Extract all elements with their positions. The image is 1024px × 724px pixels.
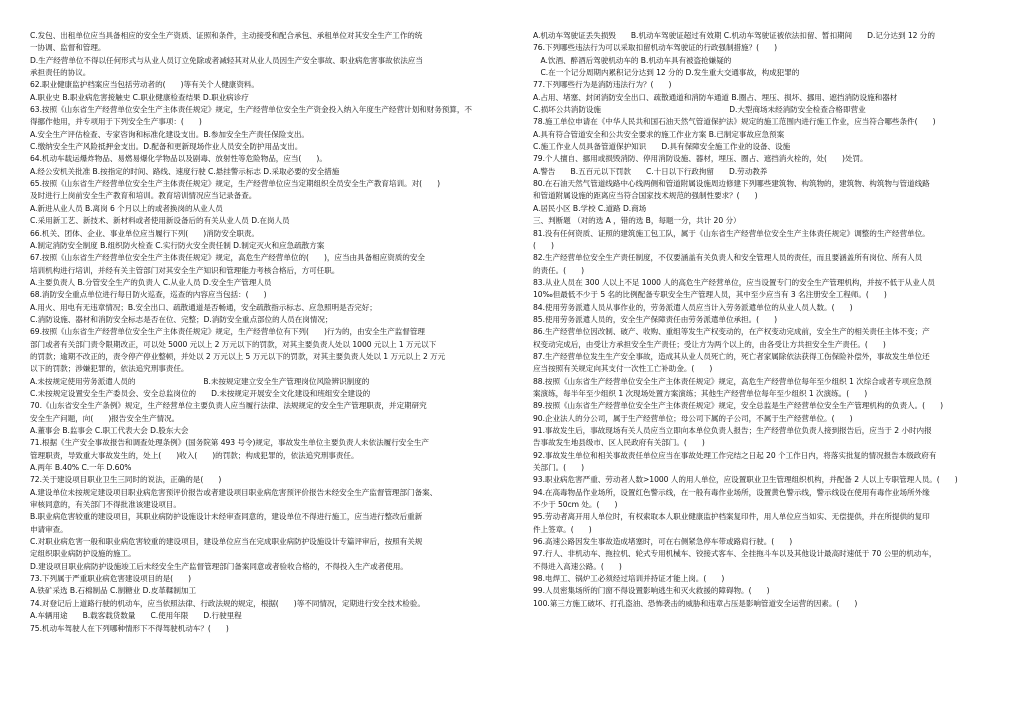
text-line: 73.下列属于严重职业病危害建设项目的是( ): [30, 574, 192, 584]
text-line: 86.生产经营单位因改制、破产、收购、重组等发生产权变动的，在产权变动完成前，安全生产的相关责任主体不变；产: [533, 327, 930, 337]
text-line: 关部门。( ): [533, 463, 585, 473]
text-line: 84.使用劳务派遣人员从事作业的，劳务派遣人员应当计入劳务派遣单位的从业人员人数。( ): [533, 302, 853, 312]
text-line: 94.在高毒物品作业场所，设置红色警示线，在一般有毒作业场所，设置黄色警示线，警示线设在使用有毒作业场所外缘: [533, 487, 930, 497]
text-line: 79.个人擅自、挪用或损毁消防、停用消防设施、器材，埋压、圈占、遮挡消火栓的，处( )处罚。: [533, 154, 868, 164]
text-line: 80.在石油天然气管道线路中心线两侧和管道附属设施周边修建下列哪些建筑物、构筑物的，建筑物、构筑物与管道线路: [533, 179, 930, 189]
text-line: 权变动完成后，由受让方承担安全生产责任；受让方为两个以上的，由各受让方共担安全生产责任。( ): [533, 339, 886, 349]
text-line: 培训机构进行培训，并经有关主管部门对其安全生产知识和管理能力考核合格后，方可任职。: [30, 265, 340, 275]
text-line: 69.按照《山东省生产经营单位安全生产主体责任规定》规定，生产经营单位有下列( )行为的，由安全生产监督管理: [30, 327, 425, 337]
text-line: 申请审查。: [30, 524, 68, 534]
text-line: A.未按规定使用劳务派遣人员的 B.未按规定建立安全生产管理岗位风险辨识制度的: [30, 376, 370, 386]
text-line: 83.从业人员在 300 人以上不足 1000 人的高危生产经营单位，应当设置专门的安全生产管理机构，并按不低于从业人员: [533, 277, 935, 287]
text-line: 管理职责，导致重大事故发生的，处上( )收入( )的罚款；构成犯罪的，依法追究刑事责任。: [30, 450, 359, 460]
text-line: A.制定消防安全制度 B.组织防火检查 C.实行防火安全责任制 D.制定灭火和应急疏散方案: [30, 240, 325, 250]
text-line: A.两年 B.40% C.一年 D.60%: [30, 463, 132, 473]
text-line: C.施工作业人员具备管道保护知识 D.具有保障安全施工作业的设备、设施: [533, 142, 791, 152]
text-line: A.用火、用电有无违章情况；B.安全出口、疏散通道是否畅通，安全疏散指示标志、应急照明是否完好；: [30, 302, 377, 312]
text-line: 92.事故发生单位和相关事故责任单位应当在事故处理工作完结之日起 20 个工作日内，将落实批复的情况报告本级政府有: [533, 450, 937, 460]
text-line: 87.生产经营单位发生生产安全事故，造成其从业人员死亡的，死亡者家属除依法获得工伤保险补偿外，事故发生单位还: [533, 351, 930, 361]
text-line: 65.按照《山东省生产经营单位安全生产主体责任规定》规定，生产经营单位应当定期组织全员安全生产教育培训。对( ): [30, 179, 441, 189]
text-line: 89.按照《山东省生产经营单位安全生产主体责任规定》规定，安全总监是生产经营单位安全生产管理机构的负责人。( ): [533, 401, 944, 411]
text-line: A.居民小区 B.学校 C.道路 D.商场: [533, 203, 647, 213]
text-line: 一协调、监督和管理。: [30, 43, 106, 53]
text-line: D.建设项目职业病防护设施竣工后未经安全生产监督管理部门备案同意或者验收合格的，不得投入生产或者使用。: [30, 561, 408, 571]
text-line: 98.电焊工、锅炉工必须经过培训并持证才能上岗。( ): [533, 574, 725, 584]
text-line: 90.企业法人的分公司，属于生产经营单位；母公司下属的子公司，不属于生产经营单位。( ): [533, 413, 853, 423]
text-line: A.铁矿采选 B.石棉制品 C.制糖业 D.皮革鞣制加工: [30, 586, 197, 596]
text-line: ( ): [533, 240, 554, 250]
text-line: C.在一个记分周期内累积记分达到 12 分的 D.发生重大交通事故，构成犯罪的: [533, 68, 800, 78]
text-line: A.新进从业人员 B.离岗 6 个月以上的或者换岗的从业人员: [30, 203, 223, 213]
text-line: 不少于 50cm 处。( ): [533, 500, 618, 510]
text-line: 66.机关、团体、企业、事业单位应当履行下列( )消防安全职责。: [30, 228, 259, 238]
text-line: 81.没有任何资质、证照的建筑施工包工队，属于《山东省生产经营单位安全生产主体责任规定》调整的生产经营单位。: [533, 228, 930, 238]
text-line: 的责任。( ): [533, 265, 585, 275]
text-line: A.职业史 B.职业病危害接触史 C.职业健康检查结果 D.职业病诊疗: [30, 92, 249, 102]
text-line: 100.第三方施工破坏、打孔盗油、恐怖袭击的威胁和违章占压是影响管道安全运营的因素。( ): [533, 598, 858, 608]
text-line: 安全生产问题，向( )报告安全生产情况。: [30, 413, 180, 423]
text-line: 件上签章。( ): [533, 524, 592, 534]
text-line: 应当按照有关规定向其支付一次性工亡补助金。( ): [533, 364, 713, 374]
text-line: 77.下列哪些行为是消防违法行为？( ): [533, 80, 672, 90]
text-line: 82.生产经营单位安全生产责任制度，不仅要涵盖有关负责人和安全管理人员的责任，而且要涵盖所有岗位、所有人员: [533, 253, 923, 263]
text-line: 97.行人、非机动车、拖拉机、轮式专用机械车、铰接式客车、全挂拖斗车以及其他设计最高时速低于 70 公里的机动车，: [533, 549, 937, 559]
text-line: A.建设单位未按规定建设项目职业病危害预评价报告或者建设项目职业病危害预评价报告未经安全生产监督管理部门备案、: [30, 487, 438, 497]
text-line: 64.机动车载运爆炸物品、易燃易爆化学物品以及剧毒、放射性等危险物品，应当( )。: [30, 154, 327, 164]
text-line: C.消防设施、器材和消防安全标志是否在位、完整；D.消防安全重点部位的人员在岗情况；: [30, 314, 333, 324]
text-line: 62.职业健康监护档案应当包括劳动者的( )等有关个人健康资料。: [30, 80, 259, 90]
text-line: 76.下列哪些违法行为可以采取扣留机动车驾驶证的行政强制措施？( ): [533, 43, 778, 53]
text-line: 72.关于建设项目职业卫生三同时的说法，正确的是( ): [30, 475, 222, 485]
text-line: 85.使用劳务派遣人员的，安全生产保障责任由劳务派遣单位承担。( ): [533, 314, 778, 324]
text-line: C.损坏公共消防设施 D.大型商场未经消防安全检查合格即营业: [533, 105, 866, 115]
text-line: A.饮酒、醉酒后驾驶机动车的 B.机动车具有被盗抢嫌疑的: [533, 55, 732, 65]
text-line: 99.人员密集场所的门窗不得设置影响逃生和灭火救援的障碍物。( ): [533, 586, 770, 596]
text-line: C.采用新工艺、新技术、新材料或者使用新设备后的有关从业人员 D.在岗人员: [30, 216, 290, 226]
text-line: 96.高速公路因发生事故造成堵塞时，可在右侧紧急停车带或路肩行驶。( ): [533, 537, 793, 547]
text-line: 71.根据《生产安全事故报告和调查处理条例》(国务院第 493 号令)规定，事故发生单位主要负责人未依法履行安全生产: [30, 438, 429, 448]
text-line: 91.事故发生后，事故现场有关人员应当立即向本单位负责人报告；生产经营单位负责人接到报告后，应当于 2 小时内报: [533, 426, 932, 435]
text-line: C.对职业病危害一般和职业病危害较重的建设项目，建设单位应当在完成职业病防护设施设计专篇评审后，按照有关规: [30, 537, 423, 547]
text-line: 68.消防安全重点单位进行每日防火巡查，巡查的内容应当包括：( ): [30, 290, 267, 300]
text-line: 以下的罚款；涉嫌犯罪的，依法追究刑事责任。: [30, 364, 189, 374]
left-column: [30, 30, 511, 718]
text-line: 74.对登记后上道路行驶的机动车，应当依照法律、行政法规的规定，根据( )等不同情况，定期进行安全技术检验。: [30, 598, 425, 608]
text-line: A.车辆用途 B.载客载货数量 C.使用年限 D.行驶里程: [30, 611, 242, 621]
text-line: A.董事会 B.监事会 C.职工代表大会 D.股东大会: [30, 426, 189, 435]
text-line: A.占用、堵塞、封闭消防安全出口、疏散通道和消防车通道 B.圈占、埋压、损坏、挪用、遮挡消防设施和器材: [533, 92, 898, 102]
text-line: 63.按照《山东省生产经营单位安全生产主体责任规定》规定，生产经营单位安全生产资金投入纳入年度生产经营计划和财务预算，不: [30, 105, 472, 115]
text-line: 70.《山东省安全生产条例》规定，生产经营单位主要负责人应当履行法律、法规规定的安全生产管理职责，并定期研究: [30, 401, 427, 411]
text-line: A.警告 B.五百元以下罚款 C.十日以下行政拘留 D.劳动教养: [533, 166, 768, 176]
text-line: B.职业病危害较重的建设项目，其职业病防护设施设计未经审查同意的，建设单位不得进行施工，应当进行整改后重新: [30, 512, 423, 522]
text-line: 审核同意的，有关部门不得批准该建设项目。: [30, 500, 181, 510]
text-line: 75.机动车驾驶人在下列哪种情形下不得驾驶机动车？( ): [30, 623, 229, 633]
text-line: 部门或者有关部门责令限期改正，可以处 5000 元以上 2 万元以下的罚款，对其主要负责人处以 1000 元以上 1 万元以下: [30, 339, 437, 349]
text-line: 不得进入高速公路。( ): [533, 561, 622, 571]
text-line: 的罚款；逾期不改正的，责令停产停业整顿，并处以 2 万元以上 5 万元以下的罚款，对其主要负责人处以 1 万元以上 2 万元: [30, 351, 446, 361]
text-line: C.发包、出租单位应当具备相应的安全生产资质、证照和条件，主动接受和配合承包、承租单位对其安全生产工作的统: [30, 31, 423, 40]
text-line: 案演练，每半年至少组织 1 次现场处置方案演练；其他生产经营单位每年至少组织 1 次演练。( ): [533, 388, 868, 398]
text-line: 及时进行上岗前安全生产教育和培训。教育培训情况应当记录备查。: [30, 191, 257, 201]
text-line: C.缴纳安全生产风险抵押金支出。D.配备和更新现场作业人员安全防护用品支出。: [30, 142, 303, 152]
text-line: 67.按照《山东省生产经营单位安全生产主体责任规定》规定，高危生产经营单位的( )，应当由具备相应资质的安全: [30, 253, 425, 263]
text-line: 93.职业病危害严重、劳动者人数>1000 人的用人单位，应设置职业卫生管理组织机构，并配备 2 人以上专职管理人员。( ): [533, 475, 958, 485]
text-line: A.机动车驾驶证丢失损毁 B.机动车驾驶证超过有效期 C.机动车驾驶证被依法扣留、暂扣期间 D.记分达到 12 分的: [533, 31, 935, 40]
text-line: 95.劳动者离开用人单位时，有权索取本人职业健康监护档案复印件，用人单位应当如实、无偿提供，并在所提供的复印: [533, 512, 930, 522]
text-line: 得挪作他用，并专项用于下列安全生产事项：( ): [30, 117, 202, 127]
text-line: 88.按照《山东省生产经营单位安全生产主体责任规定》规定，高危生产经营单位每年至少组织 1 次综合或者专项应急预: [533, 376, 932, 386]
right-column: [533, 30, 1014, 718]
text-line: A.主要负责人 B.分管安全生产的负责人 C.从业人员 D.安全生产管理人员: [30, 277, 272, 287]
text-line: 承担责任的协议。: [30, 68, 91, 78]
text-line: A.经公安机关批准 B.按指定的时间、路线、速度行驶 C.悬挂警示标志 D.采取必要的安全措施: [30, 166, 340, 176]
text-line: 78.施工单位申请在《中华人民共和国石油天然气管道保护法》规定的施工范围内进行施工作业，应当符合哪些条件( ): [533, 117, 936, 127]
text-line: 定组织职业病防护设施的施工。: [30, 549, 136, 559]
text-line: C.未按规定设置安全生产委员会、安全总监岗位的 D.未按规定开展安全文化建设和班组安全建设的: [30, 388, 371, 398]
text-line: 三、判断题 （对的选 A ，错的选 B，每题一分，共计 20 分）: [533, 216, 741, 226]
text-line: A.安全生产评估检查、专家咨询和标准化建设支出。B.参加安全生产责任保险支出。: [30, 129, 309, 139]
text-line: 告事故发生地县级市、区人民政府有关部门。( ): [533, 438, 705, 448]
text-line: D.生产经营单位不得以任何形式与从业人员订立免除或者减轻其对从业人员因生产安全事故、职业病危害事故依法应当: [30, 55, 423, 65]
text-line: 10‰但最低不少于 5 名的比例配备专职安全生产管理人员，其中至少应当有 3 名注册安全工程师。( ): [533, 290, 887, 300]
text-line: 和管道附属设施的距离应当符合国家技术规范的强制性要求？( ): [533, 191, 758, 201]
text-line: A.具有符合管道安全和公共安全要求的施工作业方案 B.已制定事故应急预案: [533, 129, 785, 139]
